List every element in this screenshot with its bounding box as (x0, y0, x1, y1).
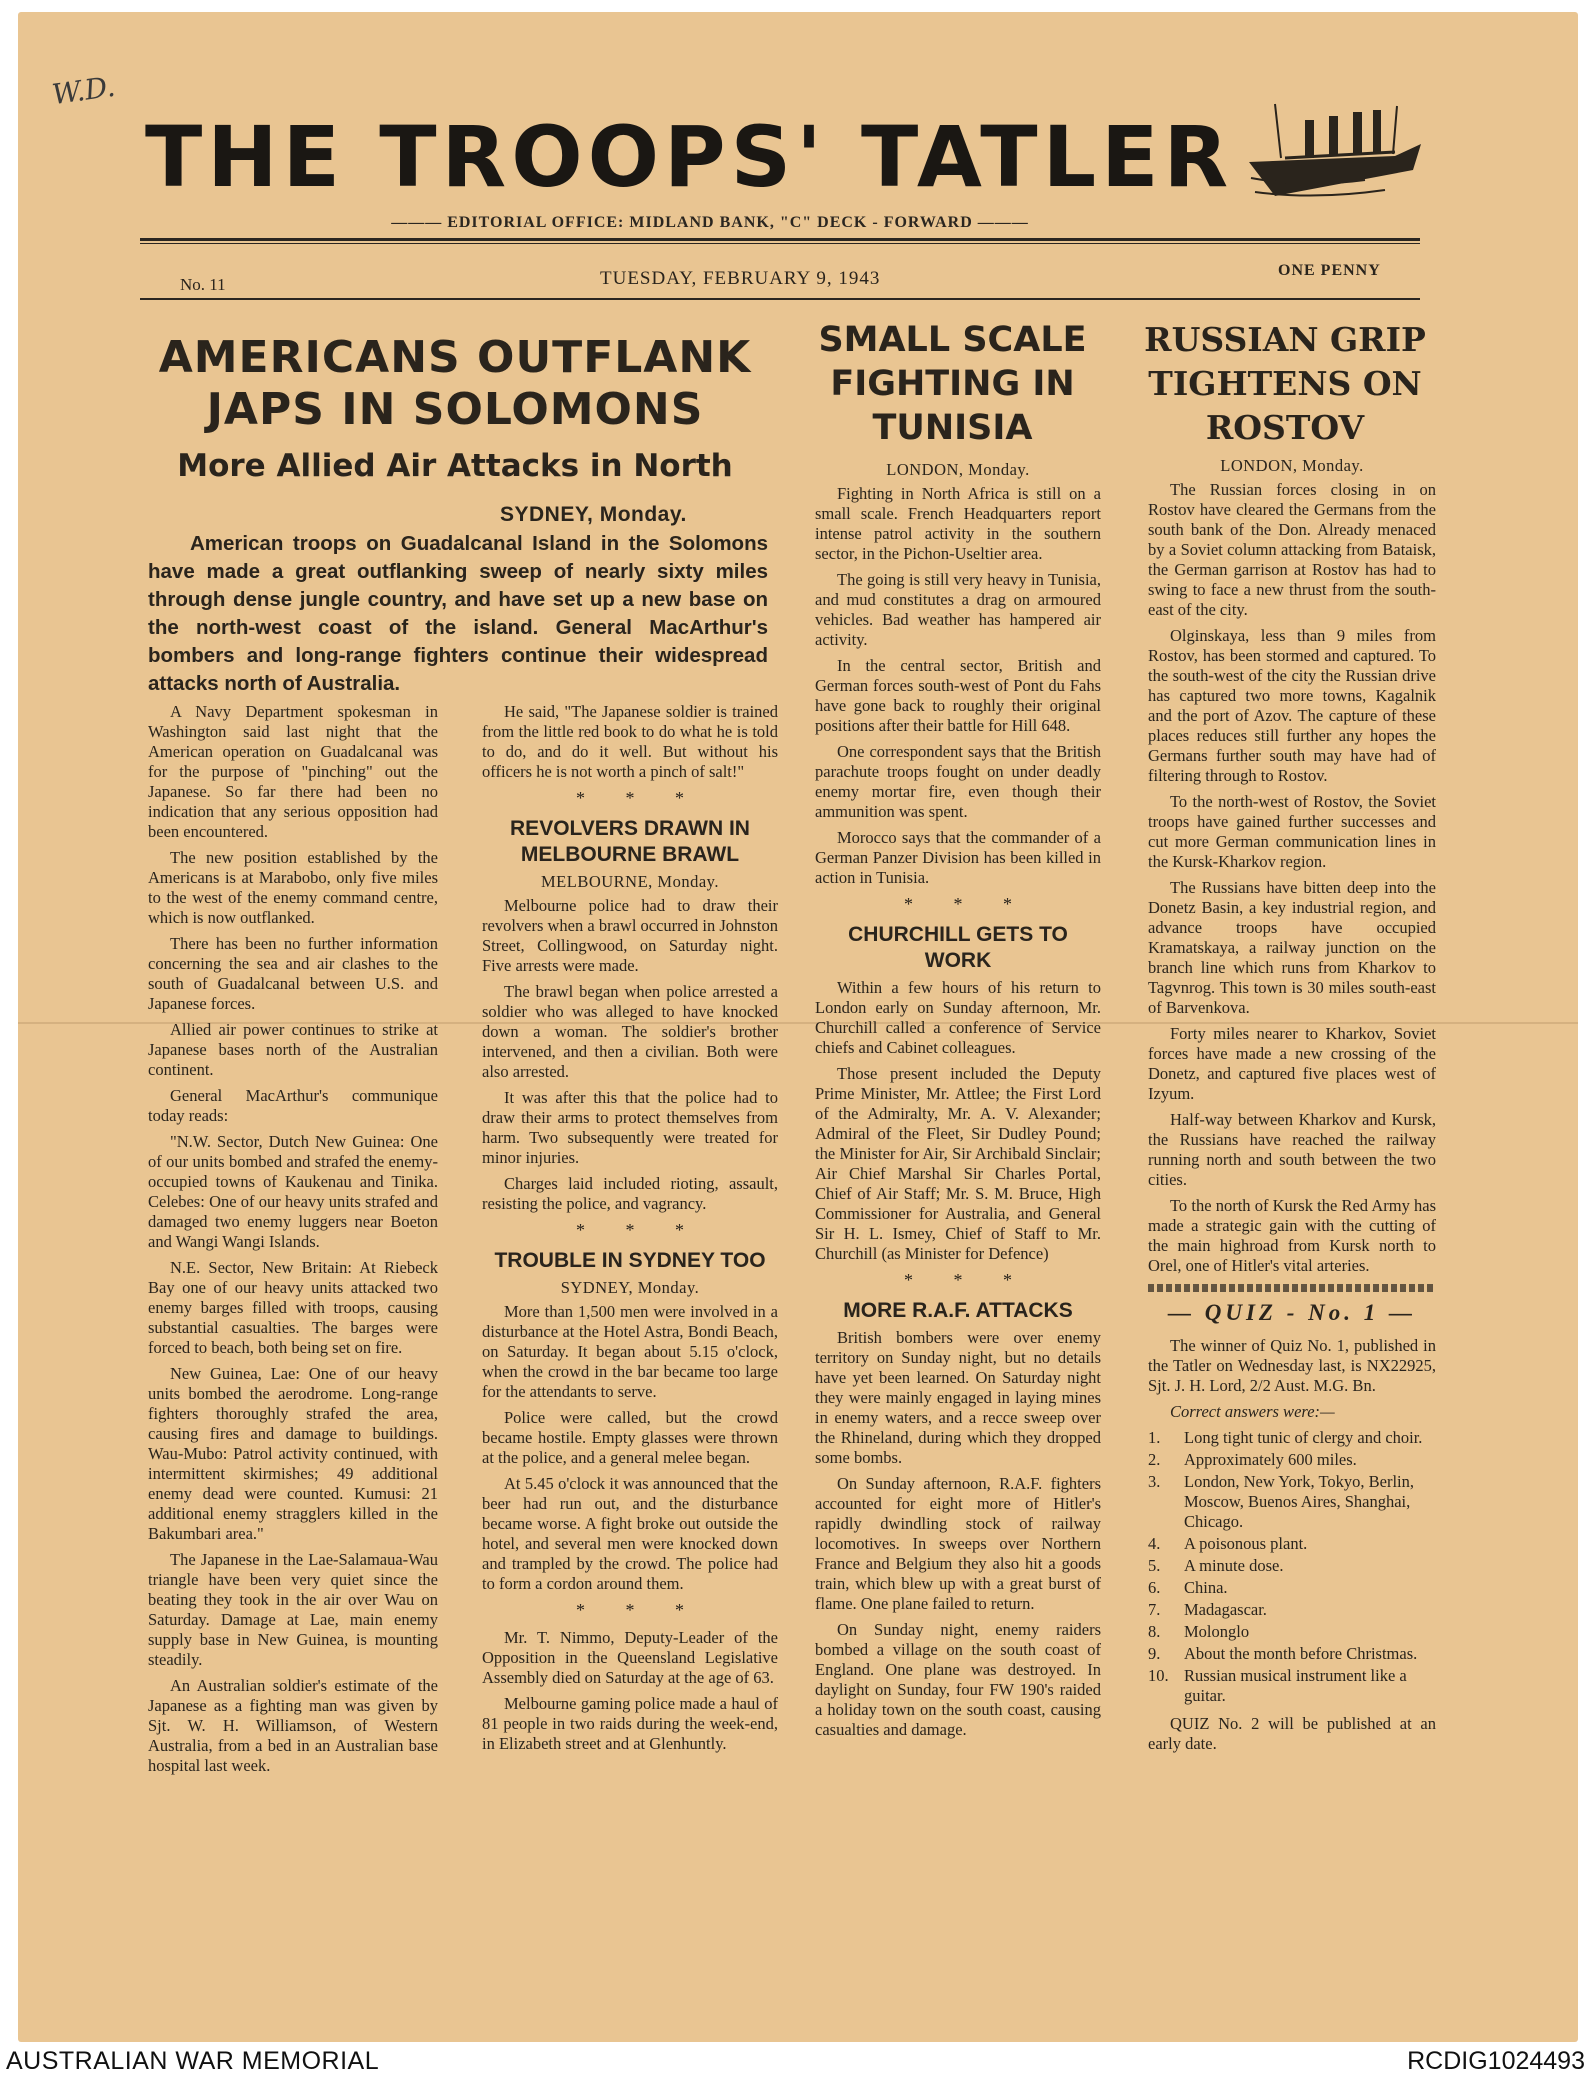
article-paragraph: The going is still very heavy in Tunisia, and mud constitutes a drag on armoured vehicles. Bad weather has hampered air activity. (815, 570, 1101, 649)
article-paragraph: More than 1,500 men were involved in a disturbance at the Hotel Astra, Bondi Beach, on Saturday. It began about 5.15 o'clock, when the crowd in the bar became too large for the attendants to serve. (482, 1302, 778, 1401)
issue-price: ONE PENNY (1278, 262, 1381, 279)
column-4 (1148, 456, 1436, 1760)
article-paragraph: New Guinea, Lae: One of our heavy units bombed the aerodrome. Long-range fighters thoroughly strafed the area, causing fires and damage to buildings. Wau-Mubo: Patrol activity continued, with intermittent skirmishes; 49 additional enemy dead were counted. Kumusi: 21 additional enemy stragglers killed in the Bakumbari area." (148, 1364, 438, 1543)
article-paragraph: On Sunday night, enemy raiders bombed a village on the south coast of England. One plane was destroyed. In daylight on Sunday, four FW 190's raided a holiday town on the south coast, causing casualties and damage. (815, 1620, 1101, 1739)
article-paragraph: It was after this that the police had to draw their arms to protect themselves from harm. Two subsequently were treated for minor injuries. (482, 1088, 778, 1167)
lead-summary: American troops on Guadalcanal Island in the Solomons have made a great outflanking sweep of nearly sixty miles through dense jungle country, and have set up a new base on the north-west coast of the island. General MacArthur's bombers and long-range fighters continue their widespread attacks north of Australia. (148, 532, 768, 695)
quiz-answers-label: Correct answers were:— (1170, 1402, 1335, 1421)
article-paragraph: One correspondent says that the British parachute troops fought on under deadly enemy mortar fire, even though their ammunition was spent. (815, 742, 1101, 821)
article-paragraph: Those present included the Deputy Prime Minister, Mr. Attlee; the First Lord of the Admiralty, Mr. A. V. Alexander; Admiral of the Fleet, Sir Dudley Pound; the Minister for Air, Sir Archibald Sinclair; Air Chief Marshal Sir Charles Portal, Chief of Air Staff; Mr. S. M. Bruce, High Commissioner for Australia, and General Sir H. L. Ismey, Chief of Staff to Mr. Churchill (as Minister for Defence) (815, 1064, 1101, 1263)
issue-date: TUESDAY, FEBRUARY 9, 1943 (600, 268, 881, 289)
article-paragraph: Melbourne police had to draw their revolvers when a brawl occurred in Johnston Street, Collingwood, on Saturday night. Five arrests were made. (482, 896, 778, 975)
section-divider: * * * (904, 894, 1030, 914)
article-paragraph: Charges laid included rioting, assault, resisting the police, and vagrancy. (482, 1174, 778, 1213)
article-paragraph: The Russians have bitten deep into the Donetz Basin, a key industrial region, and advance troops have occupied Kramatskaya, a railway junction on the branch line which runs from Kharkov to Tagvnrog. This town is 30 miles south-east of Barvenkova. (1148, 878, 1436, 1017)
lead-dateline: SYDNEY, Monday. (500, 503, 687, 526)
column-2 (482, 702, 778, 1760)
wavy-divider (1148, 1284, 1436, 1292)
article-paragraph: To the north-west of Rostov, the Soviet troops have gained further successes and cut more German communication lines in the Kursk-Kharkov region. (1148, 792, 1436, 871)
article-paragraph: He said, "The Japanese soldier is trained from the little red book to do what he is told to do, and do it well. But without his officers he is not worth a pinch of salt!" (482, 702, 778, 781)
list-item: 6. China. (1148, 1578, 1228, 1597)
quiz-answers (1148, 1428, 1436, 1706)
tunisia-dateline: LONDON, Monday. (886, 460, 1030, 479)
revolvers-headline: REVOLVERS DRAWN IN MELBOURNE BRAWL (510, 817, 750, 866)
article-paragraph: The brawl began when police arrested a soldier who was alleged to have knocked down a woman. The soldier's brother intervened, and then a civilian. Both were also arrested. (482, 982, 778, 1081)
sydney-dateline: SYDNEY, Monday. (560, 1278, 700, 1297)
article-paragraph: In the central sector, British and German forces south-west of Pont du Fahs have gone back to roughly their original positions after their battle for Hill 648. (815, 656, 1101, 735)
list-item: 4. A poisonous plant. (1148, 1534, 1308, 1553)
rostov-dateline: LONDON, Monday. (1220, 456, 1364, 475)
article-paragraph: The Russian forces closing in on Rostov have cleared the Germans from the south bank of the Don. Already menaced by a Soviet column attacking from Bataisk, the German garrison at Rostov has had to swing to face a new thrust from the south-east of the city. (1148, 480, 1436, 619)
article-paragraph: Olginskaya, less than 9 miles from Rostov, has been stormed and captured. To the south-west of the city the Russian drive has captured two more towns, Kagalnik and the port of Azov. The capture of these places reduces still further any hopes the Germans further south may have had of filtering through to Rostov. (1148, 626, 1436, 785)
list-item: 5. A minute dose. (1148, 1556, 1284, 1575)
column-3 (815, 460, 1101, 1746)
quiz-next: QUIZ No. 2 will be published at an early date. (1148, 1714, 1436, 1753)
article-paragraph: Melbourne gaming police made a haul of 81 people in two raids during the week-end, in Elizabeth street and at Glenhuntly. (482, 1694, 778, 1753)
archive-credit: AUSTRALIAN WAR MEMORIAL (6, 2047, 380, 2075)
list-item: 1. Long tight tunic of clergy and choir. (1148, 1428, 1423, 1447)
article-paragraph: "N.W. Sector, Dutch New Guinea: One of our units bombed and strafed the enemy-occupied towns of Kaukenau and Tinika. Celebes: One of our heavy units strafed and damaged two enemy luggers near Boeton and Wangi Wangi Islands. (148, 1132, 438, 1251)
issue-number: No. 11 (180, 275, 226, 294)
article-paragraph: On Sunday afternoon, R.A.F. fighters accounted for eight more of Hitler's rapidly dwindling stock of railway locomotives. In sweeps over Northern France and Belgium they also hit a goods train, which blew up with a great burst of flame. One plane failed to return. (815, 1474, 1101, 1613)
article-paragraph: At 5.45 o'clock it was announced that the beer had run out, and the disturbance became worse. A fight broke out outside the hotel, and several men were knocked down and trampled by the crowd. The police had to form a cordon around them. (482, 1474, 778, 1593)
article-paragraph: British bombers were over enemy territory on Sunday night, but no details have yet been learned. On Saturday night they were mainly engaged in laying mines in enemy waters, and a recce sweep over the Rhineland, during which they dropped some bombs. (815, 1328, 1101, 1467)
article-paragraph: General MacArthur's communique today reads: (148, 1086, 438, 1125)
list-item: 8. Molonglo (1148, 1622, 1250, 1641)
article-paragraph: The new position established by the Americans is at Marabobo, only five miles to the west of the enemy command centre, which is now outflanked. (148, 848, 438, 927)
article-paragraph: An Australian soldier's estimate of the Japanese as a fighting man was given by Sjt. W. H. Williamson, of Western Australia, from a bed in an Australian base hospital last week. (148, 1676, 438, 1775)
article-paragraph: Morocco says that the commander of a German Panzer Division has been killed in action in Tunisia. (815, 828, 1101, 887)
article-paragraph: To the north of Kursk the Red Army has made a strategic gain with the cutting of the main highroad from Kursk north to Orel, one of Hitler's vital arteries. (1148, 1196, 1436, 1275)
masthead-rule (140, 238, 1420, 241)
section-divider: * * * (576, 788, 702, 808)
list-item: 2. Approximately 600 miles. (1148, 1450, 1357, 1469)
article-paragraph: N.E. Sector, New Britain: At Riebeck Bay one of our heavy units attacked two enemy barges filled with troops, causing substantial casualties. The barges were forced to beach, both being set on fire. (148, 1258, 438, 1357)
ship-illustration (1245, 100, 1425, 210)
archive-footer (0, 2042, 1595, 2082)
article-paragraph: Within a few hours of his return to London early on Sunday afternoon, Mr. Churchill called a conference of Service chiefs and Cabinet colleagues. (815, 978, 1101, 1057)
article-paragraph: Fighting in North Africa is still on a small scale. French Headquarters report intense patrol activity in the southern sector, in the Pichon-Useltier area. (815, 484, 1101, 563)
quiz-title: — QUIZ - No. 1 — (1168, 1300, 1416, 1325)
list-item: 7. Madagascar. (1148, 1600, 1267, 1619)
lead-subheadline: More Allied Air Attacks in North (177, 448, 733, 484)
article-paragraph: There has been no further information concerning the sea and air clashes to the south of Guadalcanal between U.S. and Japanese forces. (148, 934, 438, 1013)
sydney-headline: TROUBLE IN SYDNEY TOO (494, 1249, 766, 1272)
rostov-headline: RUSSIAN GRIP TIGHTENS ON ROSTOV (1144, 320, 1426, 447)
list-item: 9. About the month before Christmas. (1148, 1644, 1418, 1663)
list-item: 3. London, New York, Tokyo, Berlin, Moscow, Buenos Aires, Shanghai, Chicago. (1148, 1472, 1415, 1531)
article-paragraph: Allied air power continues to strike at Japanese bases north of the Australian continent. (148, 1020, 438, 1079)
article-paragraph: The Japanese in the Lae-Salamaua-Wau triangle have been very quiet since the beating they took in the air over Wau on Saturday. Damage at Lae, main enemy supply base in New Guinea, is mounting steadily. (148, 1550, 438, 1669)
section-divider: * * * (904, 1270, 1030, 1290)
article-paragraph: Mr. T. Nimmo, Deputy-Leader of the Opposition in the Queensland Legislative Assembly died on Saturday at the age of 63. (482, 1628, 778, 1687)
article-paragraph: Half-way between Kharkov and Kursk, the Russians have reached the railway running north and south between the two cities. (1148, 1110, 1436, 1189)
article-paragraph: A Navy Department spokesman in Washington said last night that the American operation on Guadalcanal was for the purpose of "pinching" out the Japanese. So far there had been no indication that any serious opposition had been encountered. (148, 702, 438, 841)
list-item: 10. Russian musical instrument like a guitar. (1148, 1666, 1407, 1705)
quiz-intro: The winner of Quiz No. 1, published in the Tatler on Wednesday last, is NX22925, Sjt. J. H. Lord, 2/2 Aust. M.G. Bn. (1148, 1336, 1436, 1395)
raf-headline: MORE R.A.F. ATTACKS (843, 1299, 1073, 1322)
section-divider: * * * (576, 1220, 702, 1240)
dateline-rule (140, 298, 1420, 300)
editorial-office: ——— EDITORIAL OFFICE: MIDLAND BANK, "C" DECK - FORWARD ——— (391, 214, 1029, 231)
lead-headline: AMERICANS OUTFLANK JAPS IN SOLOMONS (158, 332, 752, 435)
section-divider: * * * (576, 1600, 702, 1620)
article-paragraph: Police were called, but the crowd became hostile. Empty glasses were thrown at the police, and a general melee began. (482, 1408, 778, 1467)
churchill-headline: CHURCHILL GETS TO WORK (848, 923, 1068, 972)
handwritten-note: W.D. (50, 69, 118, 112)
masthead-title: THE TROOPS' TATLER (145, 108, 1234, 206)
masthead-rule-thin (140, 243, 1420, 244)
tunisia-headline: SMALL SCALE FIGHTING IN TUNISIA (818, 320, 1087, 448)
column-1 (148, 702, 438, 1782)
archive-id: RCDIG1024493 (1407, 2047, 1585, 2075)
revolvers-dateline: MELBOURNE, Monday. (541, 872, 719, 891)
article-paragraph: Forty miles nearer to Kharkov, Soviet forces have made a new crossing of the Donetz, and captured five places west of Izyum. (1148, 1024, 1436, 1103)
